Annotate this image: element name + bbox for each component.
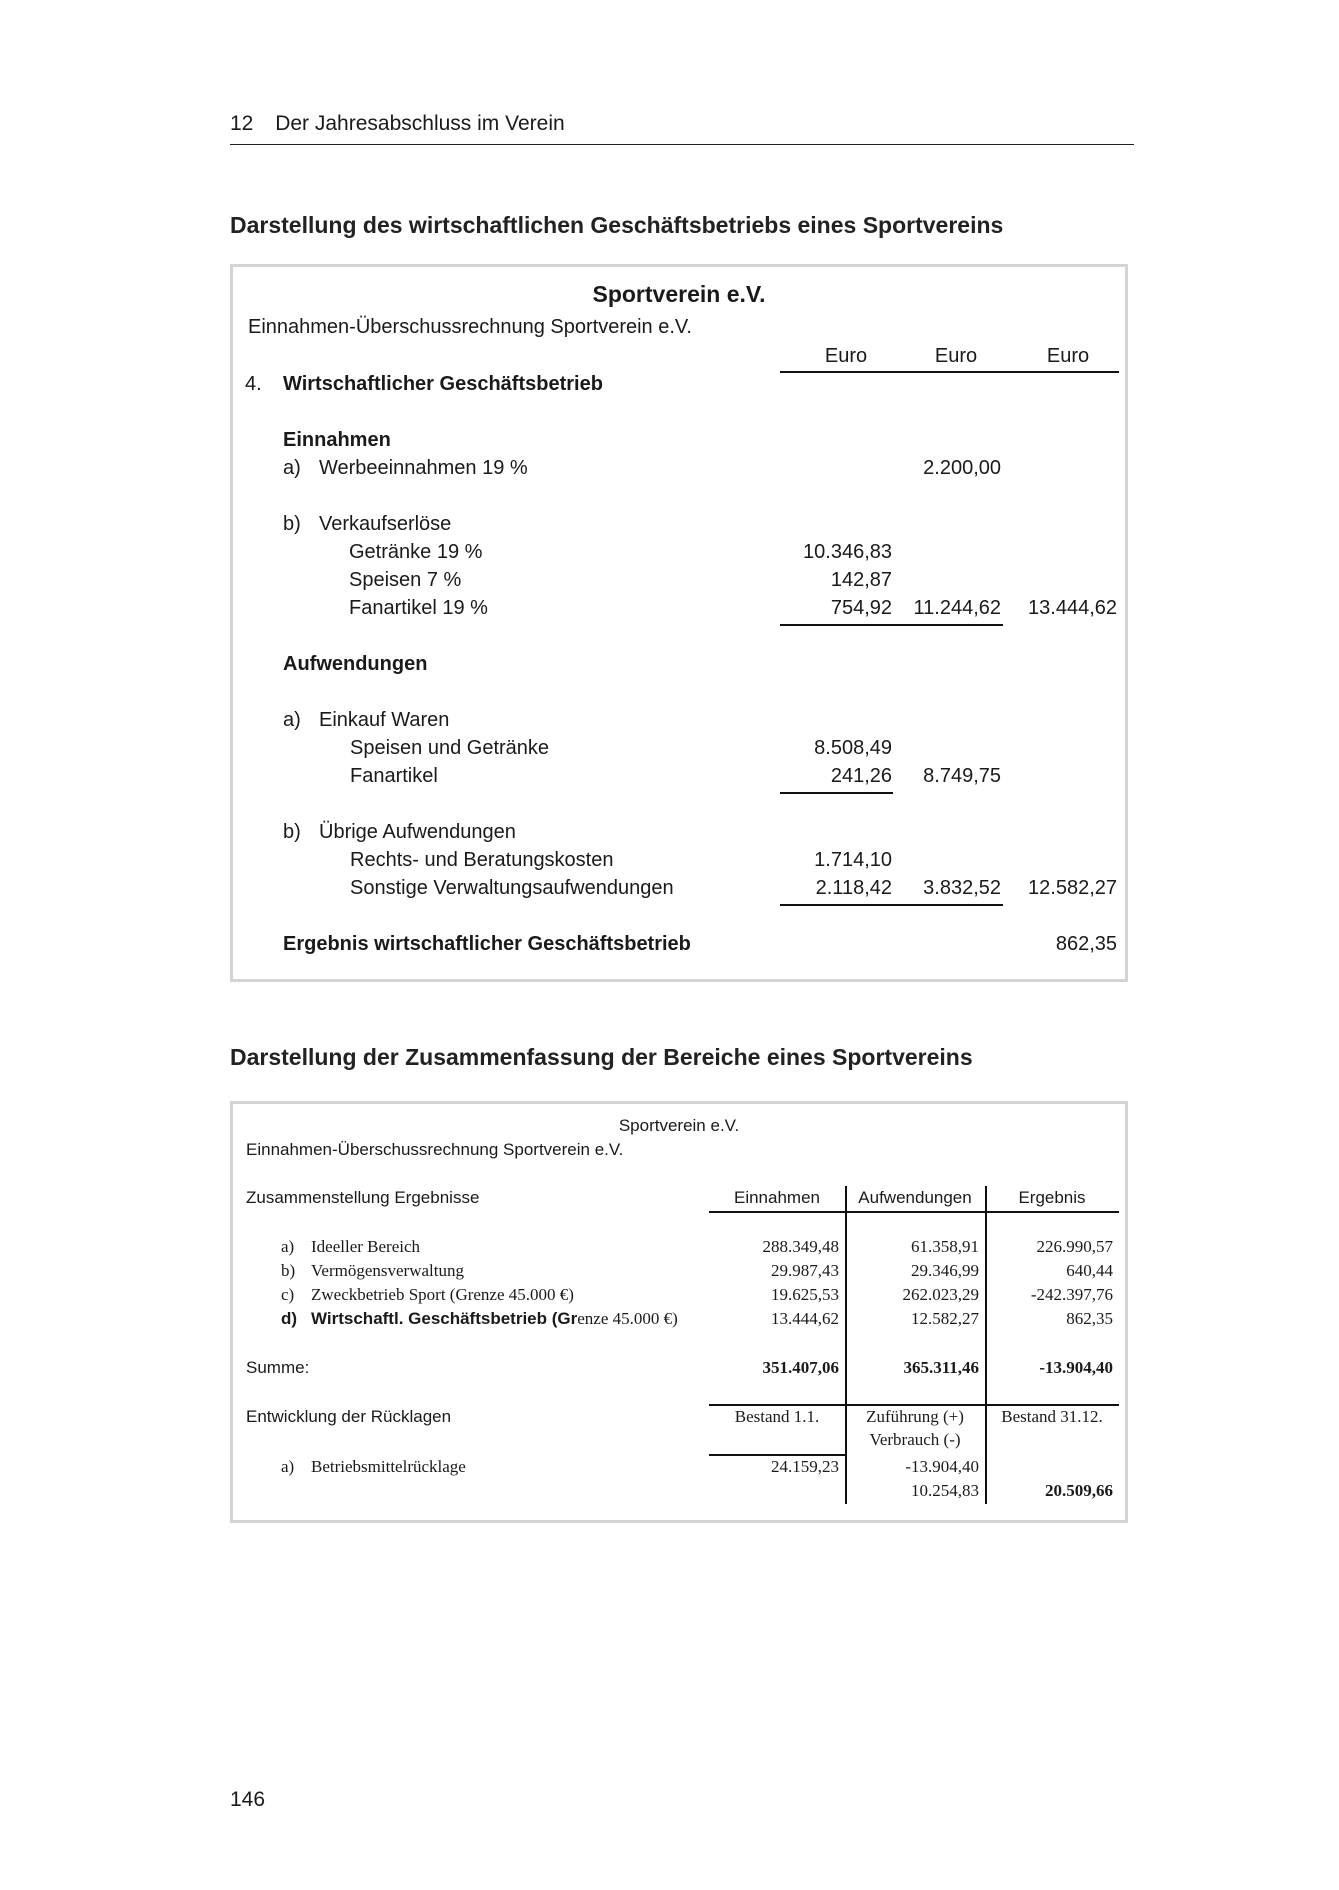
row-result: 862,35: [1066, 1309, 1113, 1328]
income-b-label: Verkaufserlöse: [319, 513, 452, 535]
reserve-letter: a): [281, 1457, 295, 1476]
expenses-a-subtotal: 8.749,75: [923, 765, 1001, 787]
chapter-title: Der Jahresabschluss im Verein: [275, 112, 565, 135]
row-label-rest: enze 45.000 €): [577, 1309, 678, 1328]
expense-item-value: 8.508,49: [814, 737, 892, 759]
sum-label: Summe:: [246, 1358, 310, 1377]
sum-result: -13.904,40: [1039, 1358, 1113, 1377]
page-number: 146: [230, 1788, 266, 1811]
income-a-letter: a): [283, 457, 301, 479]
summary-label: Zusammenstellung Ergebnisse: [246, 1188, 480, 1207]
row-expense: 262.023,29: [902, 1285, 979, 1304]
income-item-value: 142,87: [830, 569, 892, 591]
income-item-value: 754,92: [830, 597, 892, 619]
income-subtotal-underline: [780, 624, 1003, 626]
column-separator: [845, 1186, 847, 1504]
reserve-header-change-1: Zuführung (+): [866, 1407, 964, 1426]
expenses-heading: Aufwendungen: [283, 653, 428, 675]
reserve-change-2: 10.254,83: [911, 1481, 979, 1500]
result-value: 862,35: [1055, 933, 1117, 955]
income-item-label: Fanartikel 19 %: [349, 597, 488, 619]
expense-item-label: Speisen und Getränke: [350, 737, 550, 759]
reserve-header-end: Bestand 31.12.: [1001, 1407, 1103, 1426]
row-income: 288.349,48: [762, 1237, 839, 1256]
row-result: -242.397,76: [1030, 1285, 1113, 1304]
row-label-bold: Wirtschaftl. Geschäftsbetrieb (Gr: [311, 1309, 578, 1328]
row-income: 29.987,43: [771, 1261, 839, 1280]
expense-item-value: 241,26: [830, 765, 892, 787]
section2-title: Darstellung der Zusammenfassung der Bereiche eines Sportvereins: [230, 1044, 973, 1070]
income-a-label: Werbeeinnahmen 19 %: [319, 457, 528, 479]
row-letter: a): [281, 1237, 295, 1256]
summary-table: [230, 1101, 1128, 1523]
expense-item-label: Rechts- und Beratungskosten: [350, 849, 614, 871]
row-expense: 29.346,99: [911, 1261, 979, 1280]
reserve-start: 24.159,23: [771, 1457, 839, 1476]
statement-subtitle: Einnahmen-Überschussrechnung Sportverein e.V.: [248, 316, 692, 338]
expenses-b-subtotal: 3.832,52: [923, 877, 1001, 899]
org-name: Sportverein e.V.: [592, 281, 766, 307]
expense-item-value: 2.118,42: [815, 877, 892, 899]
running-header: [230, 112, 1134, 145]
column-header-expenses: Aufwendungen: [858, 1188, 972, 1207]
reserve-end: 20.509,66: [1045, 1481, 1113, 1500]
row-expense: 12.582,27: [911, 1309, 979, 1328]
row-letter: c): [281, 1285, 295, 1304]
section1-title: Darstellung des wirtschaftlichen Geschäftsbetriebs eines Sportvereins: [230, 212, 1004, 238]
reserves-label: Entwicklung der Rücklagen: [246, 1407, 452, 1426]
header-underline: [780, 371, 1119, 373]
expense-item-value: 1.714,10: [814, 849, 892, 871]
reserve-header-change-2: Verbrauch (-): [869, 1430, 961, 1449]
row-label: Ideeller Bereich: [311, 1237, 421, 1256]
expenses-b-label: Übrige Aufwendungen: [319, 821, 516, 843]
expenses-b-letter: b): [283, 821, 301, 843]
row-expense: 61.358,91: [911, 1237, 979, 1256]
income-item-label: Getränke 19 %: [349, 541, 483, 563]
column-header-income: Einnahmen: [733, 1188, 820, 1207]
expenses-a-letter: a): [283, 709, 301, 731]
section-label: Wirtschaftlicher Geschäftsbetrieb: [283, 373, 603, 395]
business-operations-table: [230, 264, 1128, 982]
sum-expense: 365.311,46: [903, 1358, 979, 1377]
reserve-header-start: Bestand 1.1.: [734, 1407, 820, 1426]
row-income: 19.625,53: [771, 1285, 839, 1304]
expense-item-label: Sonstige Verwaltungsaufwendungen: [350, 877, 674, 899]
row-result: 640,44: [1066, 1261, 1113, 1280]
column-header-result: Ergebnis: [1018, 1188, 1086, 1207]
row-letter: d): [281, 1309, 298, 1328]
row-income: 13.444,62: [771, 1309, 839, 1328]
currency-header-2: Euro: [934, 345, 978, 367]
expenses-a-label: Einkauf Waren: [319, 709, 450, 731]
expenses-total: 12.582,27: [1028, 877, 1117, 899]
row-label: Vermögensverwaltung: [311, 1261, 464, 1280]
expenses-a-underline: [780, 792, 893, 794]
income-heading: Einnahmen: [283, 429, 391, 451]
income-item-value: 10.346,83: [803, 541, 892, 563]
chapter-number: 12: [230, 112, 254, 135]
currency-header-3: Euro: [1046, 345, 1090, 367]
reserves-start-underline: [709, 1454, 846, 1456]
columns-underline: [709, 1211, 1119, 1213]
org-name: Sportverein e.V.: [618, 1116, 740, 1135]
income-item-label: Speisen 7 %: [349, 569, 462, 591]
income-a-value: 2.200,00: [923, 457, 1001, 479]
income-total: 13.444,62: [1028, 597, 1117, 619]
row-label: Zweckbetrieb Sport (Grenze 45.000 €): [311, 1285, 574, 1304]
expenses-b-underline: [780, 904, 1003, 906]
expense-item-label: Fanartikel: [350, 765, 438, 787]
reserve-label: Betriebsmittelrücklage: [311, 1457, 466, 1476]
income-b-subtotal: 11.244,62: [913, 597, 1001, 619]
row-letter: b): [281, 1261, 296, 1280]
row-label: [311, 1309, 678, 1329]
currency-header-1: Euro: [824, 345, 868, 367]
section-number: 4.: [245, 373, 262, 395]
row-result: 226.990,57: [1036, 1237, 1113, 1256]
income-b-letter: b): [283, 513, 301, 535]
column-separator: [985, 1186, 987, 1504]
statement-subtitle: Einnahmen-Überschussrechnung Sportverein e.V.: [246, 1140, 624, 1159]
reserve-change-1: -13.904,40: [905, 1457, 979, 1476]
sum-income: 351.407,06: [762, 1358, 839, 1377]
reserves-topline: [709, 1404, 1119, 1406]
result-label: Ergebnis wirtschaftlicher Geschäftsbetrieb: [283, 933, 691, 955]
